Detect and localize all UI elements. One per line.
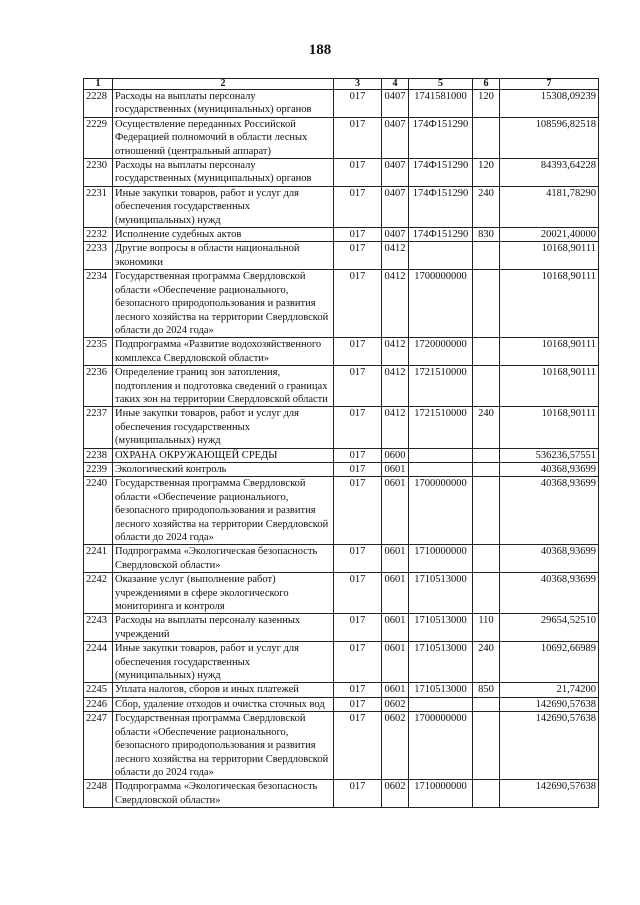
row-col6: 110 [473, 614, 500, 642]
row-col3: 017 [334, 228, 382, 242]
row-col6: 240 [473, 186, 500, 227]
row-name: Расходы на выплаты персоналу казенных учреждений [113, 614, 334, 642]
row-col5: 174Ф151290 [409, 117, 473, 158]
row-sum: 10168,90111 [500, 270, 599, 338]
row-col5: 1721510000 [409, 407, 473, 448]
row-number: 2246 [84, 697, 113, 711]
row-col3: 017 [334, 159, 382, 187]
table-row [84, 448, 599, 462]
table-row [84, 228, 599, 242]
table-row [84, 159, 599, 187]
row-col4: 0601 [382, 477, 409, 545]
row-number: 2245 [84, 683, 113, 697]
row-name: Другие вопросы в области национальной экономики [113, 242, 334, 270]
row-name: ОХРАНА ОКРУЖАЮЩЕЙ СРЕДЫ [113, 448, 334, 462]
row-col4: 0407 [382, 228, 409, 242]
row-col3: 017 [334, 573, 382, 614]
row-col6: 120 [473, 159, 500, 187]
row-col5: 1710513000 [409, 614, 473, 642]
row-col4: 0602 [382, 712, 409, 780]
row-name: Государственная программа Свердловской области «Обеспечение рационального, безопасного природопользования и развития лесного хозяйства на территории Свердловской области до 2024 года» [113, 712, 334, 780]
row-col6 [473, 780, 500, 808]
header-row [84, 79, 599, 90]
column-header: 6 [473, 79, 500, 90]
row-col3: 017 [334, 614, 382, 642]
row-number: 2234 [84, 270, 113, 338]
row-sum: 10168,90111 [500, 407, 599, 448]
row-col5: 1700000000 [409, 477, 473, 545]
row-sum: 10168,90111 [500, 242, 599, 270]
table-row [84, 477, 599, 545]
column-header: 5 [409, 79, 473, 90]
table-row [84, 712, 599, 780]
row-name: Экологический контроль [113, 462, 334, 476]
row-col4: 0601 [382, 462, 409, 476]
row-col5: 1720000000 [409, 338, 473, 366]
row-number: 2248 [84, 780, 113, 808]
row-col3: 017 [334, 270, 382, 338]
row-sum: 4181,78290 [500, 186, 599, 227]
row-col4: 0600 [382, 448, 409, 462]
row-col3: 017 [334, 477, 382, 545]
row-col4: 0412 [382, 270, 409, 338]
row-number: 2238 [84, 448, 113, 462]
budget-table [83, 78, 599, 808]
row-name: Иные закупки товаров, работ и услуг для обеспечения государственных (муниципальных) нужд [113, 642, 334, 683]
table-row [84, 242, 599, 270]
row-col3: 017 [334, 338, 382, 366]
row-col4: 0412 [382, 366, 409, 407]
table-row [84, 338, 599, 366]
row-col4: 0407 [382, 90, 409, 118]
row-name: Оказание услуг (выполнение работ) учреждениями в сфере экологического мониторинга и контроля [113, 573, 334, 614]
row-sum: 21,74200 [500, 683, 599, 697]
table-row [84, 270, 599, 338]
row-col6: 850 [473, 683, 500, 697]
row-col5: 1710513000 [409, 573, 473, 614]
row-name: Подпрограмма «Развитие водохозяйственного комплекса Свердловской области» [113, 338, 334, 366]
row-number: 2230 [84, 159, 113, 187]
row-number: 2240 [84, 477, 113, 545]
row-sum: 10168,90111 [500, 366, 599, 407]
row-sum: 142690,57638 [500, 697, 599, 711]
row-col6: 830 [473, 228, 500, 242]
table-body [84, 90, 599, 808]
row-col6 [473, 242, 500, 270]
table-row [84, 642, 599, 683]
row-name: Иные закупки товаров, работ и услуг для обеспечения государственных (муниципальных) нужд [113, 407, 334, 448]
row-col3: 017 [334, 366, 382, 407]
row-col4: 0412 [382, 242, 409, 270]
row-sum: 20021,40000 [500, 228, 599, 242]
row-number: 2242 [84, 573, 113, 614]
row-col5: 1710000000 [409, 780, 473, 808]
row-name: Определение границ зон затопления, подтопления и подготовка сведений о границах таких зон на территории Свердловской области [113, 366, 334, 407]
row-number: 2241 [84, 545, 113, 573]
row-sum: 40368,93699 [500, 477, 599, 545]
row-sum: 10168,90111 [500, 338, 599, 366]
row-name: Расходы на выплаты персоналу государственных (муниципальных) органов [113, 159, 334, 187]
row-sum: 536236,57551 [500, 448, 599, 462]
row-name: Исполнение судебных актов [113, 228, 334, 242]
row-col3: 017 [334, 90, 382, 118]
row-col4: 0407 [382, 186, 409, 227]
row-col3: 017 [334, 545, 382, 573]
row-col4: 0602 [382, 697, 409, 711]
row-number: 2236 [84, 366, 113, 407]
table-row [84, 366, 599, 407]
table-row [84, 614, 599, 642]
row-sum: 142690,57638 [500, 780, 599, 808]
row-name: Расходы на выплаты персоналу государственных (муниципальных) органов [113, 90, 334, 118]
row-name: Государственная программа Свердловской области «Обеспечение рационального, безопасного природопользования и развития лесного хозяйства на территории Свердловской области до 2024 года» [113, 270, 334, 338]
row-col3: 017 [334, 712, 382, 780]
row-col4: 0601 [382, 573, 409, 614]
row-sum: 15308,09239 [500, 90, 599, 118]
row-col6 [473, 697, 500, 711]
row-col4: 0601 [382, 642, 409, 683]
table-row [84, 545, 599, 573]
column-header: 2 [113, 79, 334, 90]
row-col4: 0601 [382, 545, 409, 573]
table-row [84, 697, 599, 711]
row-col3: 017 [334, 697, 382, 711]
row-name: Осуществление переданных Российской Федерацией полномочий в области лесных отношений (центральный аппарат) [113, 117, 334, 158]
table-row [84, 407, 599, 448]
row-col5: 1741581000 [409, 90, 473, 118]
row-col4: 0407 [382, 159, 409, 187]
row-col5 [409, 697, 473, 711]
row-col3: 017 [334, 186, 382, 227]
row-col6 [473, 462, 500, 476]
table-row [84, 117, 599, 158]
row-name: Иные закупки товаров, работ и услуг для обеспечения государственных (муниципальных) нужд [113, 186, 334, 227]
row-col6: 120 [473, 90, 500, 118]
row-col3: 017 [334, 780, 382, 808]
row-number: 2244 [84, 642, 113, 683]
row-col3: 017 [334, 683, 382, 697]
row-col6 [473, 366, 500, 407]
row-col5 [409, 448, 473, 462]
column-header: 1 [84, 79, 113, 90]
row-sum: 142690,57638 [500, 712, 599, 780]
row-name: Сбор, удаление отходов и очистка сточных вод [113, 697, 334, 711]
row-col4: 0407 [382, 117, 409, 158]
table-row [84, 683, 599, 697]
row-col5 [409, 462, 473, 476]
row-col5: 1700000000 [409, 270, 473, 338]
row-number: 2231 [84, 186, 113, 227]
row-col6 [473, 477, 500, 545]
row-number: 2239 [84, 462, 113, 476]
row-col4: 0412 [382, 338, 409, 366]
row-number: 2228 [84, 90, 113, 118]
row-col4: 0602 [382, 780, 409, 808]
table-row [84, 186, 599, 227]
column-header: 7 [500, 79, 599, 90]
row-col6 [473, 270, 500, 338]
column-header: 4 [382, 79, 409, 90]
row-sum: 40368,93699 [500, 545, 599, 573]
row-number: 2232 [84, 228, 113, 242]
row-sum: 40368,93699 [500, 573, 599, 614]
page-number: 188 [308, 42, 332, 58]
row-col5: 1710513000 [409, 683, 473, 697]
row-col5: 1710513000 [409, 642, 473, 683]
row-col3: 017 [334, 462, 382, 476]
row-number: 2237 [84, 407, 113, 448]
row-col6 [473, 448, 500, 462]
row-col3: 017 [334, 642, 382, 683]
row-col6 [473, 545, 500, 573]
row-col3: 017 [334, 448, 382, 462]
row-col5: 174Ф151290 [409, 186, 473, 227]
row-sum: 84393,64228 [500, 159, 599, 187]
row-number: 2233 [84, 242, 113, 270]
row-col3: 017 [334, 117, 382, 158]
row-sum: 40368,93699 [500, 462, 599, 476]
row-col6 [473, 117, 500, 158]
row-sum: 10692,66989 [500, 642, 599, 683]
table-row [84, 780, 599, 808]
row-col5 [409, 242, 473, 270]
table-row [84, 462, 599, 476]
row-col6 [473, 712, 500, 780]
row-col5: 1700000000 [409, 712, 473, 780]
row-name: Государственная программа Свердловской области «Обеспечение рационального, безопасного природопользования и развития лесного хозяйства на территории Свердловской области до 2024 года» [113, 477, 334, 545]
row-col6 [473, 338, 500, 366]
row-col5: 174Ф151290 [409, 159, 473, 187]
row-number: 2235 [84, 338, 113, 366]
row-col5: 174Ф151290 [409, 228, 473, 242]
row-sum: 108596,82518 [500, 117, 599, 158]
row-col3: 017 [334, 242, 382, 270]
row-col6 [473, 573, 500, 614]
row-col6: 240 [473, 407, 500, 448]
row-col6: 240 [473, 642, 500, 683]
table-row [84, 573, 599, 614]
row-col3: 017 [334, 407, 382, 448]
row-number: 2229 [84, 117, 113, 158]
row-number: 2243 [84, 614, 113, 642]
row-name: Подпрограмма «Экологическая безопасность Свердловской области» [113, 545, 334, 573]
row-number: 2247 [84, 712, 113, 780]
row-name: Уплата налогов, сборов и иных платежей [113, 683, 334, 697]
row-col4: 0412 [382, 407, 409, 448]
row-col5: 1721510000 [409, 366, 473, 407]
table-row [84, 90, 599, 118]
row-name: Подпрограмма «Экологическая безопасность Свердловской области» [113, 780, 334, 808]
row-col5: 1710000000 [409, 545, 473, 573]
row-col4: 0601 [382, 683, 409, 697]
row-sum: 29654,52510 [500, 614, 599, 642]
column-header: 3 [334, 79, 382, 90]
row-col4: 0601 [382, 614, 409, 642]
